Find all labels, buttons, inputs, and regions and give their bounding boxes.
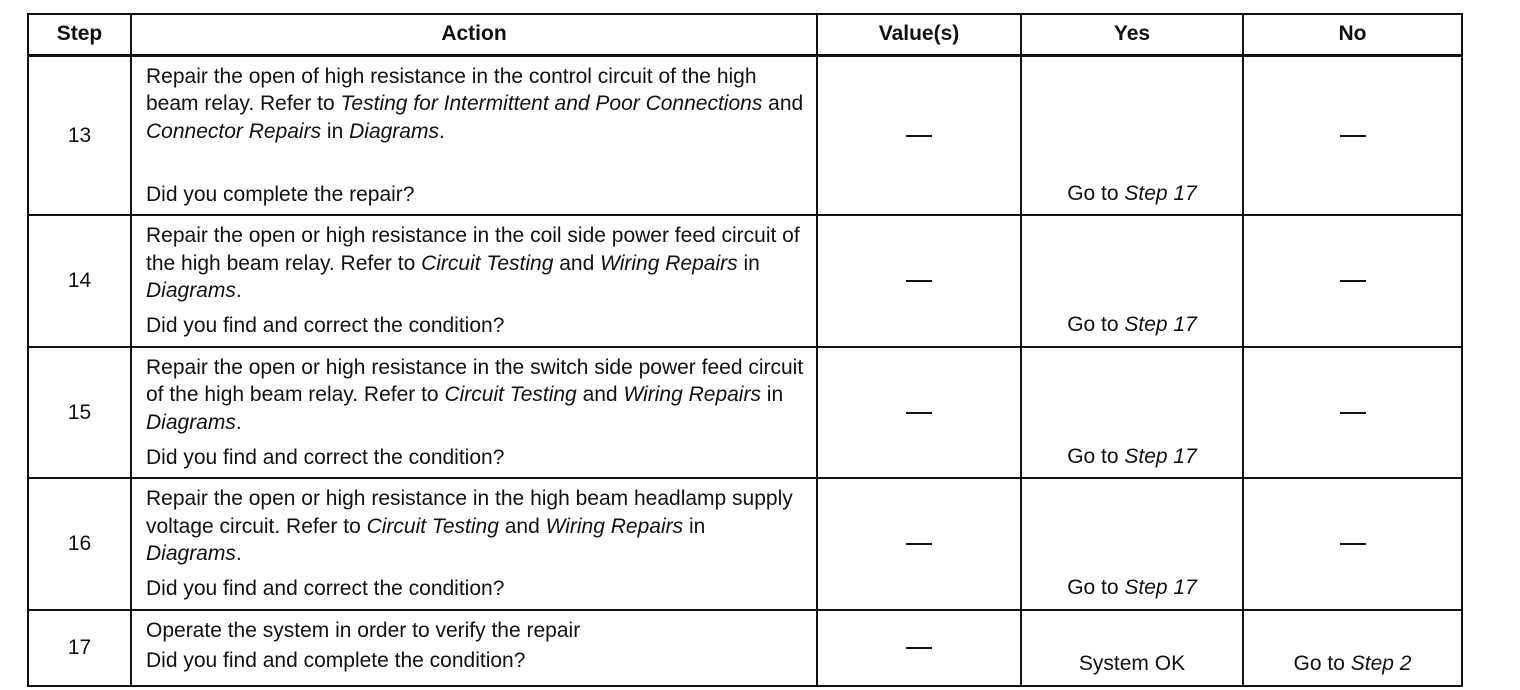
step-number: 15 [28,347,131,479]
dash-mark [1340,135,1366,137]
action-cell [131,347,817,479]
instruction-text: . [235,279,242,302]
reference-text: Diagrams [146,542,236,565]
step-number: 14 [28,215,131,347]
dash-mark [906,412,932,414]
reference-text: Testing for Intermittent and Poor Connections [340,92,763,115]
yes-cell [1021,55,1243,215]
action-instruction [146,354,806,444]
action-cell [131,215,817,347]
table-row [28,478,1462,610]
yes-cell [1021,478,1243,610]
no-cell [1243,215,1462,347]
dash-mark [1340,280,1366,282]
action-question: Did you find and correct the condition? [146,445,505,469]
instruction-text: Operate the system in order to verify the repair [146,618,581,642]
table-header [28,14,1462,55]
action-cell [131,610,817,686]
step-number: 13 [28,55,131,215]
header-no: No [1243,14,1462,55]
instruction-text: and [576,383,624,406]
dash-mark [906,135,932,137]
diagnostic-table [27,13,1463,687]
instruction-text: . [438,119,445,143]
value-cell [817,55,1021,215]
instruction-text: in [760,383,784,406]
dash-mark [1340,412,1366,414]
value-cell [817,610,1021,686]
yes-step-link[interactable]: Step 17 [1124,313,1197,336]
reference-text: Diagrams [146,279,236,302]
action-instruction [146,485,806,575]
yes-text: Go to [1067,313,1125,336]
dash-mark [906,280,932,282]
instruction-text: and [553,251,601,275]
dash-mark [1340,543,1366,545]
reference-text: Wiring Repairs [600,251,738,275]
table-row [28,215,1462,347]
value-cell [817,215,1021,347]
action-question: Did you find and correct the condition? [146,314,505,337]
instruction-text: . [235,542,242,565]
no-cell [1243,610,1462,686]
action-cell [131,55,817,215]
table-row [28,347,1462,479]
instruction-text: and [762,92,804,115]
reference-text: Circuit Testing [444,383,577,406]
header-yes: Yes [1021,14,1243,55]
action-instruction [146,617,806,647]
instruction-text: and [498,514,546,538]
value-cell [817,478,1021,610]
instruction-text: Repair the open of high resistance in the control circuit of the high beam relay. Refer to [146,64,757,115]
no-cell [1243,347,1462,479]
no-cell [1243,478,1462,610]
no-cell [1243,55,1462,215]
header-values: Value(s) [817,14,1021,55]
header-step: Step [28,14,131,55]
instruction-text: Repair the open or high resistance in the switch side power feed circuit of the high beam relay. Refer to [146,355,804,406]
reference-text: Circuit Testing [366,514,499,538]
action-question: Did you complete the repair? [146,182,415,206]
reference-text: Diagrams [146,410,236,434]
dash-mark [906,647,932,649]
yes-step-link[interactable]: Step 17 [1124,576,1197,599]
no-step-link[interactable]: Step 2 [1350,652,1412,675]
yes-text: System OK [1078,652,1186,675]
step-number: 16 [28,478,131,610]
table-row [28,610,1462,686]
dash-mark [906,543,932,545]
instruction-text: in [683,514,706,538]
table-body [28,55,1462,686]
table-row [28,55,1462,215]
instruction-text: . [235,410,242,434]
no-text: Go to [1293,652,1351,675]
action-question: Did you find and correct the condition? [146,577,505,600]
yes-text: Go to [1067,181,1125,205]
reference-text: Circuit Testing [421,251,554,275]
instruction-text: Repair the open or high resistance in the high beam headlamp supply voltage circuit. Refer to [146,487,793,538]
header-row [28,14,1462,55]
yes-text: Go to [1067,576,1125,599]
step-number: 17 [28,610,131,686]
reference-text: Diagrams [349,119,439,143]
yes-text: Go to [1067,444,1125,468]
action-instruction [146,222,806,312]
instruction-text: in [737,251,760,275]
yes-step-link[interactable]: Step 17 [1124,444,1197,468]
instruction-text: in [321,119,350,143]
action-question: Did you find and complete the condition? [146,648,526,672]
reference-text: Connector Repairs [146,119,322,143]
reference-text: Wiring Repairs [545,514,684,538]
value-cell [817,347,1021,479]
yes-cell [1021,610,1243,686]
action-instruction [146,63,806,181]
yes-cell [1021,347,1243,479]
reference-text: Wiring Repairs [623,383,761,406]
yes-cell [1021,215,1243,347]
header-action: Action [131,14,817,55]
action-cell [131,478,817,610]
yes-step-link[interactable]: Step 17 [1124,181,1197,205]
instruction-text: Repair the open or high resistance in the coil side power feed circuit of the high beam relay. Refer to [146,224,800,275]
